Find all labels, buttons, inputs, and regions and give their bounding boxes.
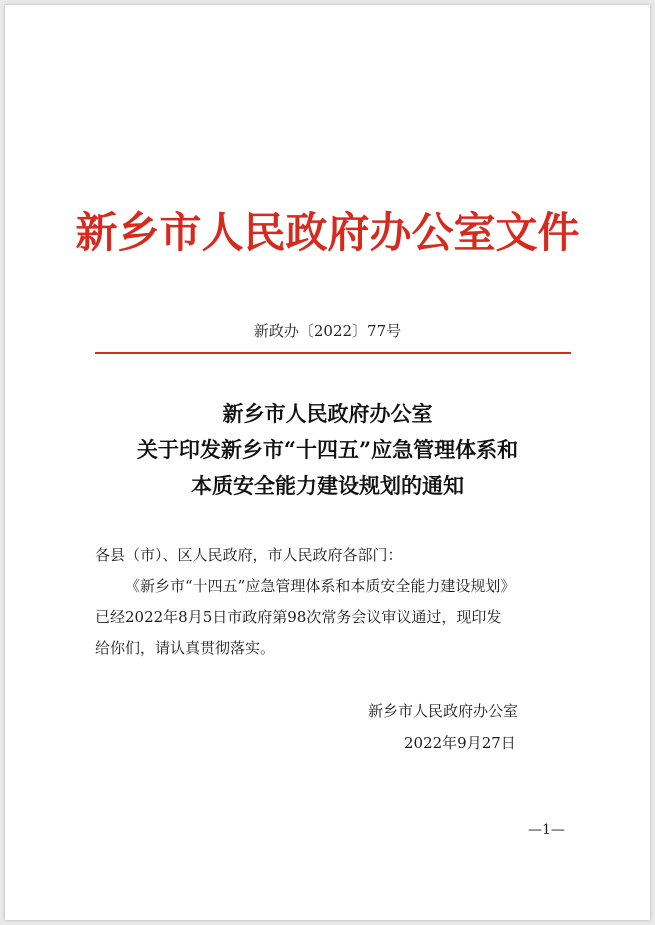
red-divider-line [95,352,571,354]
body-line: 给你们，请认真贯彻落实。 [95,639,276,657]
signature-organization: 新乡市人民政府办公室 [368,702,519,720]
document-header-title: 新乡市人民政府办公室文件 [75,208,580,257]
addressee-line: 各县（市）、区人民政府，市人民政府各部门： [95,546,403,564]
page-number: —1— [528,822,565,838]
notice-title-line: 本质安全能力建设规划的通知 [191,473,464,498]
signature-block [368,695,588,759]
document-number: 新政办〔2022〕77号 [253,322,402,340]
notice-title-line: 新乡市人民政府办公室 [222,401,433,426]
body-line: 已经2022年8月5日市政府第98次常务会议审议通过，现印发 [95,608,502,626]
signature-date: 2022年9月27日 [404,734,516,752]
body-line: 《新乡市“十四五”应急管理体系和本质安全能力建设规划》 [125,577,516,595]
notice-title [0,396,655,504]
notice-body [95,540,581,664]
notice-title-line: 关于印发新乡市“十四五”应急管理体系和 [136,437,519,462]
